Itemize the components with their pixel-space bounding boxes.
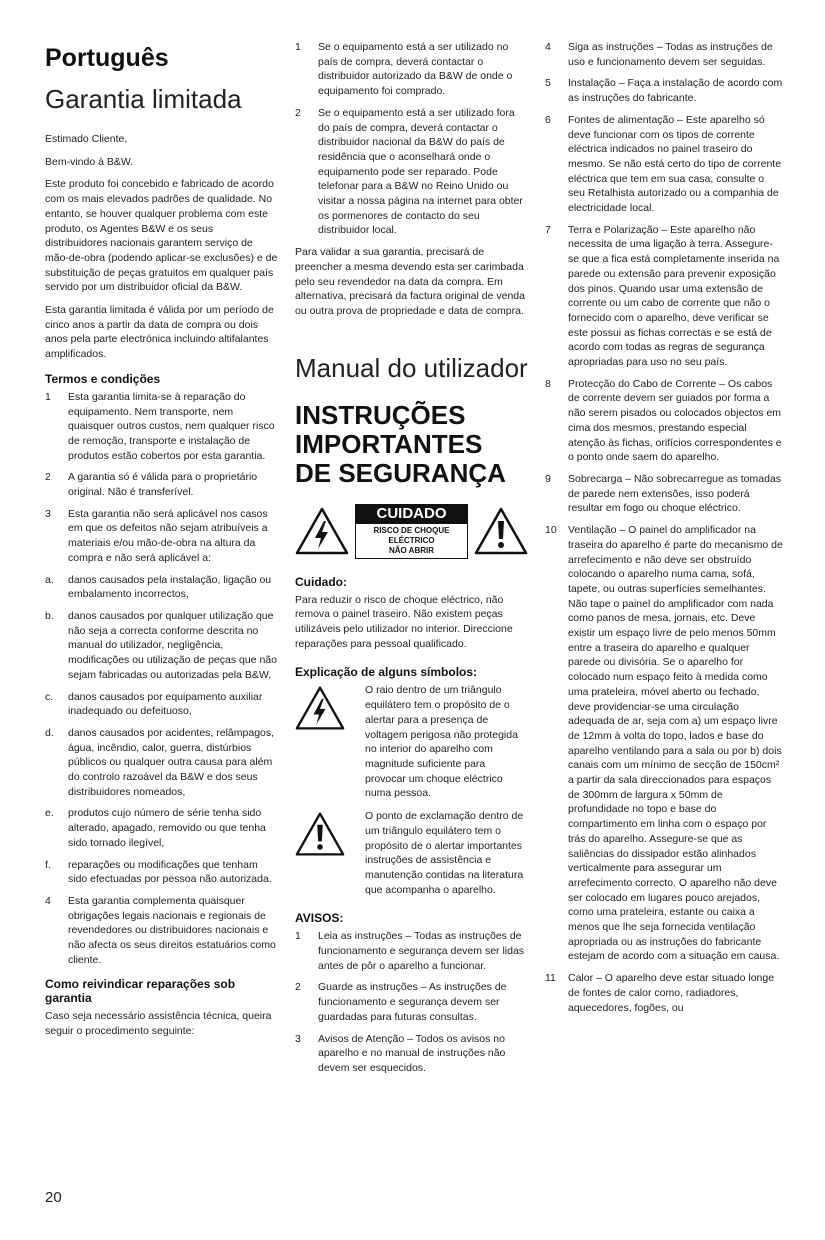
avisos-heading: AVISOS: [295, 911, 344, 926]
item-text: Avisos de Atenção – Todos os avisos no aparelho e no manual de instruções não devem ser esquecidos. [318, 1032, 506, 1074]
safety-heading [295, 401, 528, 488]
caution-title: CUIDADO [355, 504, 468, 523]
item-text: Fontes de alimentação – Este aparelho só deve funcionar com os tipos de corrente eléctrica indicados no painel traseiro do mesmo. Se não está certo do tipo de corrente eléctrica que tem em sua casa, consulte o seu Retalhista autorizado ou a companhia de electricidade local. [568, 113, 782, 215]
item-number: 10 [545, 524, 557, 537]
symbol-icon-wrap [295, 809, 365, 897]
list-item [545, 113, 783, 216]
list-item [295, 40, 528, 99]
item-number: 7 [545, 223, 551, 236]
claim-list [295, 40, 528, 238]
welcome-text: Bem-vindo à B&W. [45, 155, 134, 168]
item-number: 3 [295, 1032, 301, 1045]
symbol-explanation [295, 683, 528, 801]
item-text: danos causados por acidentes, relâmpagos, água, incêndio, calor, guerra, distúrbios públicos ou qualquer outra causa para além do controlo razoável da B&W e dos seus distribuidores nomeados, [68, 726, 275, 798]
list-item [295, 980, 528, 1024]
item-number: d. [45, 726, 54, 739]
item-number: 9 [545, 472, 551, 485]
lightning-triangle-icon [295, 685, 345, 731]
item-text: Esta garantia complementa quaisquer obrigações legais nacionais e regionais de revendedores ou distribuidores nacionais e não afecta os seus direitos estatuários como cliente. [68, 894, 276, 966]
item-number: 8 [545, 377, 551, 390]
manual-title: Manual do utilizador [295, 352, 528, 383]
item-text: Esta garantia limita-se à reparação do equipamento. Nem transporte, nem quaisquer outros custos, nem qualquer risco de remoção, transporte e instalação de produtos estão cobertos por esta garantia. [68, 390, 275, 462]
item-number: f. [45, 858, 51, 871]
safety-heading-line: DE SEGURANÇA [295, 457, 506, 488]
item-number: 4 [545, 41, 551, 53]
caution-subtext-line: NÃO ABRIR [388, 545, 435, 555]
list-item [45, 858, 278, 887]
warranty-title: Garantia limitada [45, 84, 242, 114]
list-item [545, 40, 783, 69]
safety-heading-line: IMPORTANTES [295, 428, 483, 459]
item-text: Ventilação – O painel do amplificador na traseira do aparelho é parte do mecanismo de arrefecimento e não deve ser obstruído colocando o aparelho numa cama, sofá, tapete, ou outras superfícies semelhantes. Não tape o painel do amplificador com nada como panos de mesa, jornais, etc. Deve existir um espaço livre de pelo menos 50mm entre a traseira do aparelho e qualquer parede ou divisória. Se o aparelho for colocado num espaço feito à medida como uma prateleira, móvel aberto ou fechado, deve providenciar-se uma circulação adequada de ar, seja com a) um espaço livre de 12mm à volta do topo, lados e base do aparelho ventilando para a sala ou por b) dois canais com um mínimo de secção de 150cm² a partir da sala direccionados para espaços de 300mm de largura x 50mm de profundidade no topo e base do compartimento em linha com o espaço por trás do aparelho. Assegure-se que as saliências do dissipador estão alinhados verticalmente para assegurar um arrefecimento correcto. O aparelho não deve ser colocado em lugares pouco arejados, como uma prateleira, estante ou caixa a menos que lhe seja fornecida ventilação apropriada ou as instruções do fabricante estejam de acordo com a situação em causa. [568, 524, 783, 963]
item-text: danos causados por equipamento auxiliar inadequado ou defeituoso, [68, 690, 263, 718]
list-item [545, 472, 783, 516]
item-number: b. [45, 609, 54, 622]
item-number: 5 [545, 77, 551, 90]
item-text: Siga as instruções – Todas as instruções de uso e funcionamento devem ser seguidas. [568, 41, 773, 68]
item-text: danos causados por qualquer utilização que não seja a correcta conforme descrita no manual do utilizador, negligência, modificações ou utilização de peças que não sejam fabricadas ou autorizadas pela B&W, [68, 609, 277, 681]
exclamation-triangle-icon [295, 811, 345, 857]
list-item [45, 726, 278, 800]
column-2 [295, 40, 528, 1083]
item-number: 4 [45, 894, 51, 907]
intro-paragraph: Este produto foi concebido e fabricado de acordo com os mais elevados padrões de qualidade. No entanto, se houver qualquer problema com este produto, os Agentes B&W e os seus distribuidores nacionais garantem serviço de mão-de-obra (podendo aplicar-se exclusões) e de substituição de peças gratuitos em qualquer país servido por um distribuidor oficial da B&W. [45, 178, 278, 294]
list-item [45, 470, 278, 499]
cuidado-text: Para reduzir o risco de choque eléctrico, não remova o painel traseiro. Não existem peças utilizáveis pelo utilizador no interior. Direccione reparações para pessoal qualificado. [295, 593, 513, 650]
list-item [45, 609, 278, 683]
item-number: 6 [545, 113, 551, 126]
item-number: 2 [295, 106, 301, 119]
list-item [295, 1032, 528, 1076]
list-item [45, 690, 278, 719]
list-item [545, 76, 783, 105]
item-number: 2 [295, 981, 301, 994]
symbols-heading: Explicação de alguns símbolos: [295, 665, 478, 680]
list-item [545, 523, 783, 964]
item-text: Calor – O aparelho deve estar situado longe de fontes de calor como, radiadores, aquecedores, fogões, ou [568, 972, 775, 1014]
exclamation-triangle-icon [474, 507, 528, 555]
salutation: Estimado Cliente, [45, 133, 128, 145]
list-item [295, 106, 528, 238]
cuidado-heading: Cuidado: [295, 574, 347, 589]
item-text: reparações ou modificações que tenham sido efectuadas por pessoa não autorizada. [68, 858, 272, 886]
list-item [45, 573, 278, 602]
item-text: Guarde as instruções – As instruções de funcionamento e segurança devem ser guardadas para futuras consultas. [318, 981, 507, 1023]
avisos-list-part-2 [545, 40, 783, 1015]
claim-heading: Como reivindicar reparações sob garantia [45, 977, 236, 1006]
symbol-explanation [295, 809, 528, 897]
terms-list [45, 390, 278, 968]
list-item [545, 971, 783, 1015]
language-heading: Português [45, 44, 169, 72]
safety-heading-line: INSTRUÇÕES [295, 399, 466, 430]
item-number: e. [45, 807, 54, 820]
item-number: 1 [295, 41, 301, 53]
caution-box [355, 504, 468, 559]
item-number: 1 [295, 930, 301, 943]
item-text: A garantia só é válida para o proprietário original. Não é transferível. [68, 471, 258, 499]
item-number: 3 [45, 507, 51, 520]
list-item [45, 507, 278, 566]
item-text: Esta garantia não será aplicável nos casos em que os defeitos não sejam atribuíveis a materiais e/ou mão-de-obra na altura da compra e não será aplicável a: [68, 507, 268, 564]
item-number: 1 [45, 390, 51, 403]
item-text: Se o equipamento está a ser utilizado fora do país de compra, deverá contactar o distribuidor nacional da B&W do país de residência que o aconselhará onde o equipamento pode ser reparado. Pode telefonar para a B&W no Reino Unido ou visitar a nossa página na internet para obter os pormenores de contacto do seu distribuidor local. [318, 106, 523, 237]
item-text: Protecção do Cabo de Corrente – Os cabos de corrente devem ser guiados por forma a não serem pisados ou colocados objectos em cima dos mesmos, prestando especial atenção às fichas, orifícios correspondentes e o ponto onde saem do aparelho. [568, 377, 782, 464]
column-1 [45, 40, 278, 1047]
item-number: 2 [45, 471, 51, 484]
symbol-icon-wrap [295, 683, 365, 801]
item-text: Instalação – Faça a instalação de acordo com as instruções do fabricante. [568, 77, 783, 105]
list-item [295, 929, 528, 973]
claim-text: Caso seja necessário assistência técnica, queira seguir o procedimento seguinte: [45, 1010, 272, 1038]
item-text: produtos cujo número de série tenha sido alterado, apagado, removido ou que tenha sido tornado ilegível, [68, 807, 266, 849]
list-item [545, 223, 783, 370]
caution-subtext-line: RISCO DE CHOQUE ELÉCTRICO [373, 525, 450, 545]
item-text: Terra e Polarização – Este aparelho não necessita de uma ligação à terra. Assegure-se que a fica está completamente inserida na parede ou extensão para prevenir exposição dos pinos. Quando usar uma extensão de corrente ou um cabo de corrente que não o fornecido com o aparelho, deve verificar se este possui as fichas correctas e se está de acordo com todas as regras de segurança apropriadas para uso no seu país. [568, 223, 780, 369]
list-item [45, 390, 278, 464]
item-text: Sobrecarga – Não sobrecarregue as tomadas de parede nem extensões, isso poderá resultar em fogo ou choque eléctrico. [568, 472, 782, 515]
page-number: 20 [45, 1189, 62, 1206]
symbol-text: O raio dentro de um triângulo equilátero tem o propósito de o alertar para a presença de voltagem perigosa não protegida no interior do aparelho com magnitude suficiente para provocar um choque eléctrico numa pessoa. [365, 684, 518, 800]
list-item [45, 806, 278, 850]
caution-label [295, 504, 528, 559]
item-text: Se o equipamento está a ser utilizado no país de compra, deverá contactar o distribuidor autorizado da B&W de onde o equipamento foi comprado. [318, 41, 513, 98]
column-3 [545, 40, 783, 1022]
avisos-list-part-1 [295, 929, 528, 1075]
list-item [545, 377, 783, 465]
terms-heading: Termos e condições [45, 371, 161, 386]
caution-subtext [355, 523, 468, 559]
validate-paragraph: Para validar a sua garantia, precisará de preencher a mesma devendo esta ser carimbada pelo seu revendedor na data da compra. Em alternativa, precisará da factura original de venda ou outra prova de propriedade e data de compra. [295, 246, 525, 317]
item-number: 11 [545, 972, 556, 985]
validity-paragraph: Esta garantia limitada é válida por um período de cinco anos a partir da data de compra ou dois anos pela parte electrónica incluindo altifalantes amplificados. [45, 304, 274, 361]
item-number: c. [45, 690, 54, 703]
lightning-triangle-icon [295, 507, 349, 555]
list-item [45, 894, 278, 968]
item-text: danos causados pela instalação, ligação ou embalamento incorrectos, [68, 573, 272, 601]
symbol-text: O ponto de exclamação dentro de um triângulo equilátero tem o propósito de o alertar importantes instruções de assistência e manutenção contidas na literatura que acompanha o aparelho. [365, 810, 524, 896]
item-number: a. [45, 573, 54, 586]
item-text: Leia as instruções – Todas as instruções de funcionamento e segurança devem ser lidas antes de pôr o aparelho a funcionar. [318, 930, 525, 972]
